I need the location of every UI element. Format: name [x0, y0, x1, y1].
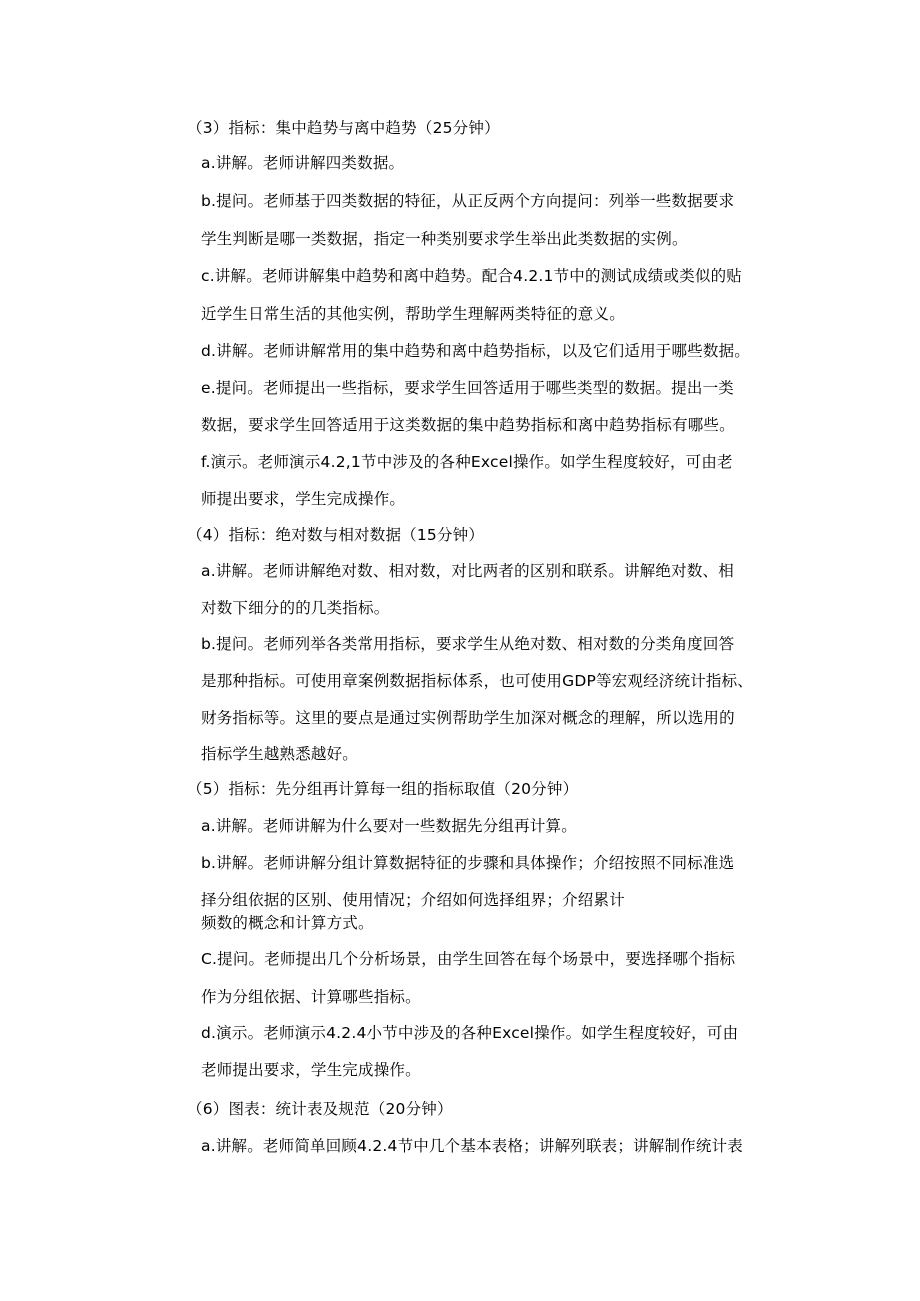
section-5-line-d: d.演示。老师演示4.2.4小节中涉及的各种Excel操作。如学生程度较好，可由 — [201, 1024, 739, 1042]
section-4-line-a-cont: 对数下细分的的几类指标。 — [201, 599, 390, 617]
section-5-line-b-cont-1: 择分组依据的区别、使用情况；介绍如何选择组界；介绍累计 — [201, 891, 625, 909]
section-3-line-b: b.提问。老师基于四类数据的特征，从正反两个方向提问：列举一些数据要求 — [201, 192, 735, 210]
section-5-line-b-cont-2: 频数的概念和计算方式。 — [201, 914, 374, 932]
section-6-line-a: a.讲解。老师简单回顾4.2.4节中几个基本表格；讲解列联表；讲解制作统计表 — [201, 1137, 743, 1155]
section-heading-5: （5）指标：先分组再计算每一组的指标取值（20分钟） — [187, 780, 579, 798]
section-heading-4: （4）指标：绝对数与相对数据（15分钟） — [187, 526, 485, 544]
section-5-line-a: a.讲解。老师讲解为什么要对一些数据先分组再计算。 — [201, 817, 577, 835]
section-5-line-c-cont: 作为分组依据、计算哪些指标。 — [201, 988, 421, 1006]
section-3-line-c-cont: 近学生日常生活的其他实例，帮助学生理解两类特征的意义。 — [201, 305, 625, 323]
section-4-line-b-cont-2: 财务指标等。这里的要点是通过实例帮助学生加深对概念的理解，所以选用的 — [201, 709, 735, 727]
section-3-line-e-cont: 数据，要求学生回答适用于这类数据的集中趋势指标和离中趋势指标有哪些。 — [201, 416, 735, 434]
section-4-line-b: b.提问。老师列举各类常用指标，要求学生从绝对数、相对数的分类角度回答 — [201, 635, 735, 653]
section-3-line-d: d.讲解。老师讲解常用的集中趋势和离中趋势指标，以及它们适用于哪些数据。 — [201, 342, 750, 360]
section-4-line-b-cont-1: 是那种指标。可使用章案例数据指标体系，也可使用GDP等宏观经济统计指标、 — [201, 672, 753, 690]
section-5-line-c: C.提问。老师提出几个分析场景，由学生回答在每个场景中，要选择哪个指标 — [201, 950, 736, 968]
section-3-line-f-cont: 师提出要求，学生完成操作。 — [201, 490, 406, 508]
section-5-line-d-cont: 老师提出要求，学生完成操作。 — [201, 1061, 421, 1079]
section-3-line-f: f.演示。老师演示4.2,1节中涉及的各种Excel操作。如学生程度较好，可由老 — [201, 453, 733, 471]
section-heading-6: （6）图表：统计表及规范（20分钟） — [187, 1100, 453, 1118]
section-3-line-b-cont: 学生判断是哪一类数据，指定一种类别要求学生举出此类数据的实例。 — [201, 230, 688, 248]
section-4-line-a: a.讲解。老师讲解绝对数、相对数，对比两者的区别和联系。讲解绝对数、相 — [201, 562, 734, 580]
section-heading-3: （3）指标：集中趋势与离中趋势（25分钟） — [187, 119, 500, 137]
section-3-line-e: e.提问。老师提出一些指标，要求学生回答适用于哪些类型的数据。提出一类 — [201, 379, 734, 397]
section-4-line-b-cont-3: 指标学生越熟悉越好。 — [201, 745, 359, 763]
section-5-line-b: b.讲解。老师讲解分组计算数据特征的步骤和具体操作；介绍按照不同标准选 — [201, 854, 735, 872]
section-3-line-c: c.讲解。老师讲解集中趋势和离中趋势。配合4.2.1节中的测试成绩或类似的贴 — [201, 267, 742, 285]
section-3-line-a: a.讲解。老师讲解四类数据。 — [201, 154, 405, 172]
